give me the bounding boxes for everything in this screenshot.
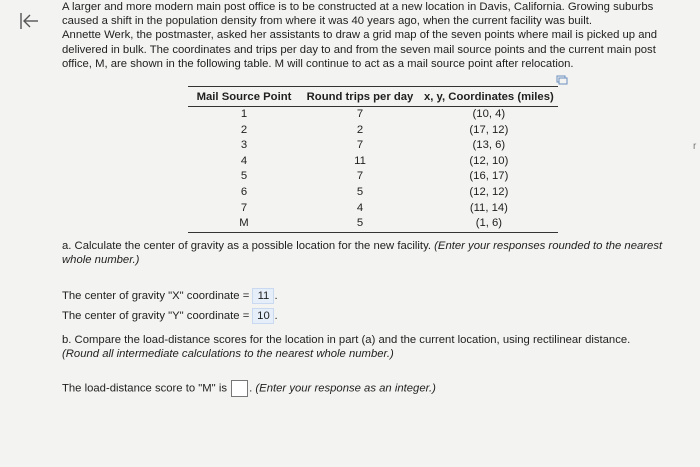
part-b-instruction: (Round all intermediate calculations to the nearest whole number.): [62, 348, 394, 361]
cell-coords: (12, 12): [469, 185, 509, 198]
table-header-row: [188, 87, 558, 107]
cell-trips: 2: [356, 123, 364, 136]
cell-coords: (10, 4): [472, 108, 506, 120]
cell-coords: (16, 17): [469, 170, 509, 183]
edge-mark: r: [693, 141, 697, 152]
cell-trips: 11: [354, 154, 366, 167]
mail-source-table: [188, 86, 558, 233]
cell-point: 6: [240, 185, 248, 198]
cell-point: M: [188, 216, 300, 232]
table-row: [188, 185, 558, 201]
table-row: [188, 154, 558, 170]
header-round-trips: Round trips per day: [300, 87, 420, 107]
table-copy-icon[interactable]: [556, 72, 568, 82]
center-y-label: The center of gravity "Y" coordinate =: [62, 310, 250, 322]
part-a-question: [62, 239, 692, 267]
cell-trips: 5: [300, 216, 420, 232]
center-x-line: The center of gravity "X" coordinate = 11 .: [62, 290, 278, 303]
cell-coords: (1, 6): [420, 216, 558, 232]
cell-point: 1: [240, 108, 248, 120]
center-y-answer[interactable]: 10: [252, 308, 274, 324]
cell-point: 4: [240, 154, 248, 167]
header-coordinates: x, y, Coordinates (miles): [420, 87, 558, 107]
cell-trips: 7: [356, 108, 364, 120]
table-row: [188, 201, 558, 217]
table-row: [188, 169, 558, 185]
cell-coords: (11, 14): [469, 201, 508, 214]
back-arrow-icon[interactable]: [18, 10, 40, 32]
load-distance-hint: (Enter your response as an integer.): [255, 382, 436, 395]
table-row: [188, 216, 558, 232]
cell-point: 2: [240, 123, 248, 136]
part-b-question: [62, 333, 692, 361]
load-distance-input[interactable]: [231, 380, 248, 397]
part-b-question-text: b. Compare the load-distance scores for the location in part (a) and the current location, using rectilinear distance.: [62, 334, 631, 346]
center-x-answer[interactable]: 11: [252, 288, 274, 304]
table-row: [188, 107, 558, 123]
load-distance-line: The load-distance score to "M" is . (Enter your response as an integer.): [62, 380, 436, 397]
cell-trips: 7: [356, 170, 364, 183]
cell-coords: (13, 6): [472, 139, 506, 152]
table-row: [188, 123, 558, 139]
part-a-instruction: (Enter your responses rounded to the nearest whole number.): [62, 240, 663, 267]
cell-coords: (17, 12): [469, 123, 509, 136]
problem-statement: [62, 0, 688, 71]
load-distance-label: The load-distance score to "M" is: [62, 382, 227, 395]
cell-trips: 7: [356, 139, 364, 152]
cell-trips: 5: [356, 185, 364, 198]
table-row: [188, 138, 558, 154]
center-y-line: The center of gravity "Y" coordinate = 10 .: [62, 310, 278, 323]
problem-paragraph-2: Annette Werk, the postmaster, asked her assistants to draw a grid map of the seven points where mail is picked up and delivered in bulk. The coordinates and trips per day to and from the seven mail source points and the current main post office, M, are shown in the following table. M will continue to act as a mail source point after relocation.: [62, 29, 658, 70]
part-a-question-text: a. Calculate the center of gravity as a possible location for the new facility.: [62, 240, 432, 252]
cell-coords: (12, 10): [469, 154, 509, 167]
cell-point: 7: [240, 201, 248, 214]
center-x-label: The center of gravity "X" coordinate =: [62, 290, 250, 302]
cell-point: 5: [240, 170, 248, 183]
problem-paragraph-1: A larger and more modern main post office is to be constructed at a new location in Davis, California. Growing suburbs caused a shift in the population density from where it was 40 years ago, when the current facility was built.: [62, 1, 654, 28]
cell-point: 3: [240, 139, 248, 152]
header-mail-source-point: Mail Source Point: [188, 87, 300, 107]
cell-trips: 4: [356, 201, 364, 214]
